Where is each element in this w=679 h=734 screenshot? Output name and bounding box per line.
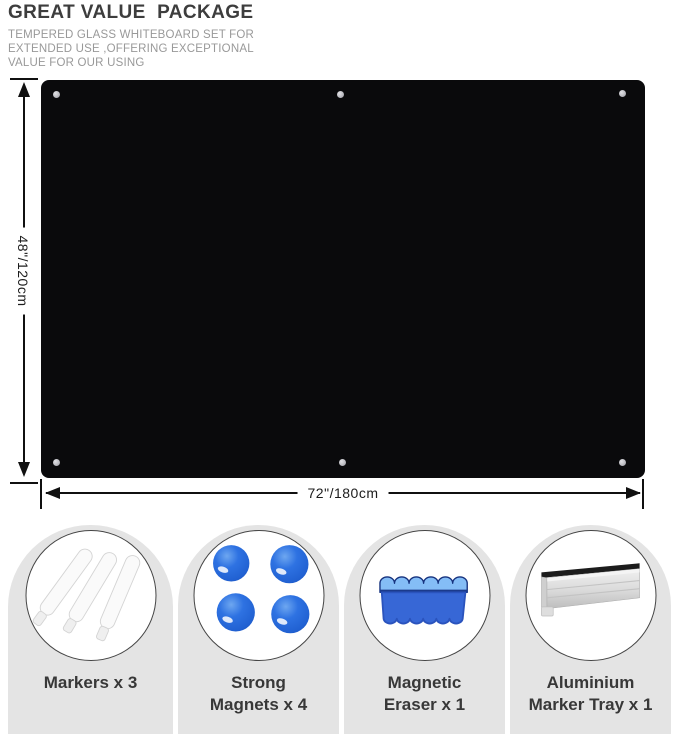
markers-icon	[31, 536, 151, 656]
whiteboard	[41, 80, 645, 478]
subtitle-line: TEMPERED GLASS WHITEBOARD SET FOR	[8, 29, 255, 41]
arrow-right-icon	[626, 487, 641, 499]
width-dim-tick-left	[40, 479, 42, 509]
accessory-label-line: Magnetic	[387, 673, 462, 692]
subtitle-line: EXTENDED USE ,OFFERING EXCEPTIONAL	[8, 43, 254, 55]
accessory-label	[178, 672, 339, 716]
subtitle-line: VALUE FOR OUR USING	[8, 57, 145, 69]
accessory-circle	[359, 530, 490, 661]
width-dim-tick-right	[642, 479, 644, 509]
accessory-card-eraser	[344, 525, 505, 734]
subtitle	[8, 28, 254, 70]
mounting-hole	[53, 91, 60, 98]
arrow-up-icon	[18, 82, 30, 97]
mounting-hole	[619, 90, 626, 97]
magnets-icon	[199, 536, 319, 656]
accessory-label-line: Aluminium	[546, 673, 635, 692]
accessory-circle	[25, 530, 156, 661]
width-label: 72"/180cm	[298, 483, 389, 503]
eraser-icon	[365, 536, 485, 656]
tray-icon	[531, 536, 651, 656]
arrow-left-icon	[45, 487, 60, 499]
height-dim-tick-bottom	[10, 482, 38, 484]
accessory-label-line: Magnets x 4	[209, 695, 308, 714]
header	[8, 2, 254, 70]
accessory-circle	[525, 530, 656, 661]
accessory-label	[344, 672, 505, 716]
mounting-hole	[619, 459, 626, 466]
accessory-label-line: Markers x 3	[43, 673, 138, 692]
mounting-hole	[337, 91, 344, 98]
accessory-label	[510, 672, 671, 716]
accessory-card-magnets	[178, 525, 339, 734]
accessory-card-markers	[8, 525, 173, 734]
accessory-label-line: Eraser x 1	[383, 695, 466, 714]
height-dim-tick-top	[10, 78, 38, 80]
height-label: 48"/120cm	[12, 228, 34, 315]
page-title: GREAT VALUE PACKAGE	[8, 2, 254, 23]
accessory-label	[8, 672, 173, 694]
accessory-label-line: Marker Tray x 1	[528, 695, 653, 714]
mounting-hole	[53, 459, 60, 466]
arrow-down-icon	[18, 462, 30, 477]
accessory-card-tray	[510, 525, 671, 734]
accessory-label-line: Strong	[231, 673, 286, 692]
accessory-circle	[193, 530, 324, 661]
mounting-hole	[339, 459, 346, 466]
